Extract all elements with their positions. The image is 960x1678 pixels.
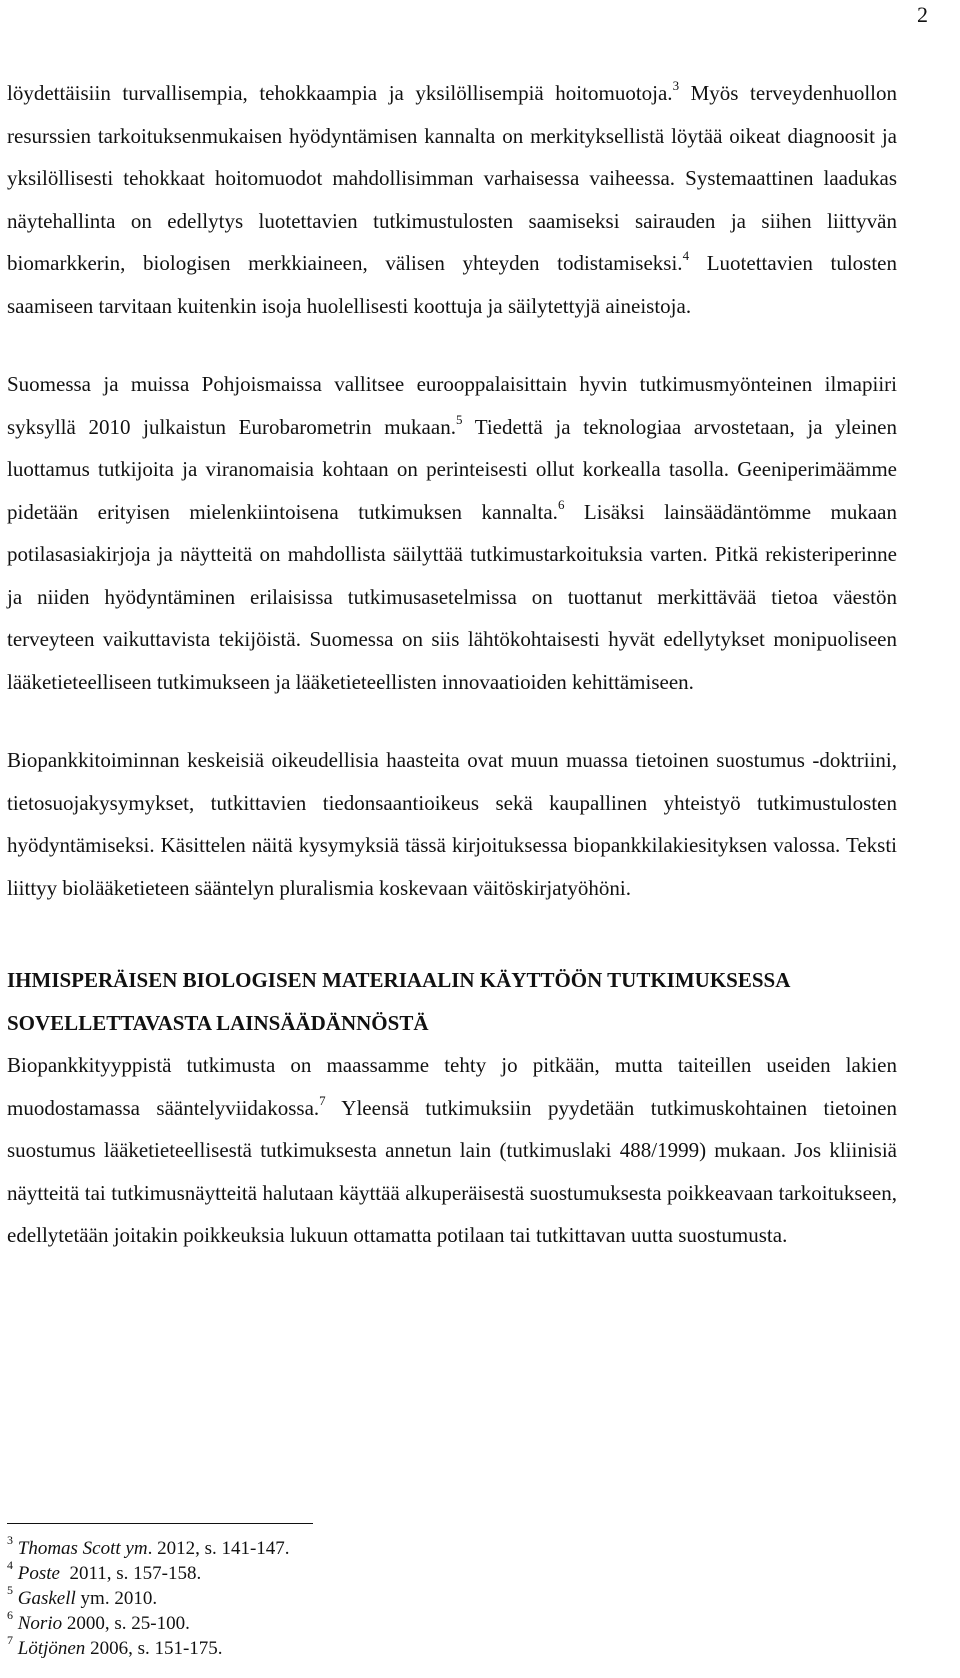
footnote-ref-5: 5 bbox=[455, 411, 463, 427]
footnote-author: Poste bbox=[17, 1563, 60, 1584]
text-segment: Biopankkitoiminnan keskeisiä oikeudellisia haasteita ovat muun muassa tietoinen suostumus -doktriini, tietosuojakysymykset, tutkittavien tiedonsaantioikeus sekä kaupallinen yhteistyö tutkimustulosten hyödyntämiseksi. Käsittelen näitä kysymyksiä tässä kirjoituksessa biopankkilakiesityksen valossa. Teksti liittyy biolääketieteen sääntelyn pluralismia koskevaan väitöskirjatyöhöni. bbox=[7, 748, 897, 900]
text-segment: Yleensä tutkimuksiin pyydetään tutkimuskohtainen tietoinen suostumus lääketieteellisestä tutkimuksesta annetun lain (tutkimuslaki 488/1999) mukaan. Jos kliinisiä näytteitä tai tutkimusnäytteitä halutaan käyttää alkuperäisestä suostumuksesta poikkeavaan tarkoitukseen, edellytetään joitakin poikkeuksia lukuun ottamatta potilaan tai tutkittavan uutta suostumusta. bbox=[7, 1095, 897, 1247]
text-segment: Tiedettä ja teknologiaa arvostetaan, ja yleinen luottamus tutkijoita ja viranomaisia kohtaan on perinteisesti ollut korkealla tasolla. Geeniperimäämme pidetään erityisen mielenkiintoisena tutkimuksen kannalta. bbox=[7, 414, 897, 524]
footnote-3 bbox=[7, 1532, 897, 1561]
footnote-number: 4 bbox=[7, 1557, 13, 1572]
paragraph-finland bbox=[7, 363, 897, 703]
footnote-citation: 2000, s. 25-100. bbox=[62, 1613, 190, 1634]
footnote-ref-3: 3 bbox=[672, 78, 680, 93]
heading-line-1: IHMISPERÄISEN BIOLOGISEN MATERIAALIN KÄYTTÖÖN TUTKIMUKSESSA bbox=[7, 968, 791, 992]
footnote-5 bbox=[7, 1582, 897, 1611]
footnote-citation: . 2012, s. 141-147. bbox=[147, 1538, 290, 1559]
footnote-separator bbox=[7, 1523, 313, 1524]
footnote-author: Lötjönen bbox=[17, 1638, 86, 1659]
text-segment: Luotettavien tulosten saamiseen tarvitaan kuitenkin isoja huolellisesti koottuja ja säilytettyjä aineistoja. bbox=[7, 251, 897, 318]
paragraph-gap bbox=[7, 703, 897, 739]
document-body bbox=[7, 72, 897, 1257]
footnote-number: 5 bbox=[7, 1582, 13, 1597]
text-segment: löydettäisiin turvallisempia, tehokkaampia ja yksilöllisempiä hoitomuotoja. bbox=[7, 81, 673, 105]
footnote-citation: 2006, s. 151-175. bbox=[85, 1638, 223, 1659]
section-heading bbox=[7, 959, 897, 1044]
paragraph-challenges bbox=[7, 739, 897, 909]
footnote-number: 6 bbox=[7, 1607, 13, 1622]
footnote-ref-6: 6 bbox=[557, 496, 565, 512]
text-segment: Myös terveydenhuollon resurssien tarkoituksenmukaisen hyödyntämisen kannalta on merkityksellistä löytää oikeat diagnoosit ja yksilöllisesti tehokkaat hoitomuodot mahdollisimman varhaisessa vaiheessa. Systemaattinen laadukas näytehallinta on edellytys luotettavien tutkimustulosten saamiseksi sairauden ja siihen liittyvän biomarkkerin, biologisen merkkiaineen, välisen yhteyden todistamiseksi. bbox=[7, 81, 898, 275]
footnote-citation: ym. 2010. bbox=[75, 1588, 158, 1609]
paragraph-gap bbox=[7, 909, 897, 959]
footnote-4 bbox=[7, 1557, 897, 1586]
text-segment: Biopankkityyppistä tutkimusta on maassamme tehty jo pitkään, mutta taiteillen useiden lakien muodostamassa sääntelyviidakossa. bbox=[7, 1053, 897, 1120]
text-segment: Lisäksi lainsäädäntömme mukaan potilasasiakirjoja ja näytteitä on mahdollista säilyttää tutkimustarkoituksia varten. Pitkä rekisteriperinne ja niiden hyödyntäminen erilaisissa tutkimusasetelmissa on tuottanut merkittävää tietoa väestön terveyteen vaikuttavista tekijöistä. Suomessa on siis lähtökohtaisesti hyvät edellytykset monipuoliseen lääketieteelliseen tutkimukseen ja lääketieteellisten innovaatioiden kehittämiseen. bbox=[7, 499, 898, 694]
paragraph-gap bbox=[7, 327, 897, 363]
footnote-ref-7: 7 bbox=[319, 1092, 326, 1108]
footnote-author: Norio bbox=[17, 1613, 63, 1634]
footnote-6 bbox=[7, 1607, 897, 1636]
paragraph-intro bbox=[7, 72, 897, 327]
page-number: 2 bbox=[917, 2, 928, 27]
paragraph-section bbox=[7, 1044, 897, 1257]
footnotes bbox=[7, 1523, 897, 1661]
heading-line-2: SOVELLETTAVASTA LAINSÄÄDÄNNÖSTÄ bbox=[7, 1010, 429, 1035]
footnote-7 bbox=[7, 1632, 897, 1661]
footnote-number: 7 bbox=[7, 1632, 13, 1647]
text-segment: Suomessa ja muissa Pohjoismaissa vallitsee eurooppalaisittain hyvin tutkimusmyönteinen ilmapiiri syksyllä 2010 julkaistun Eurobarometrin mukaan. bbox=[7, 372, 897, 439]
footnote-author: Thomas Scott ym bbox=[17, 1538, 148, 1559]
footnote-author: Gaskell bbox=[17, 1588, 76, 1609]
footnote-citation: 2011, s. 157-158. bbox=[59, 1563, 202, 1584]
footnote-ref-4: 4 bbox=[682, 248, 690, 263]
footnote-number: 3 bbox=[7, 1532, 13, 1547]
